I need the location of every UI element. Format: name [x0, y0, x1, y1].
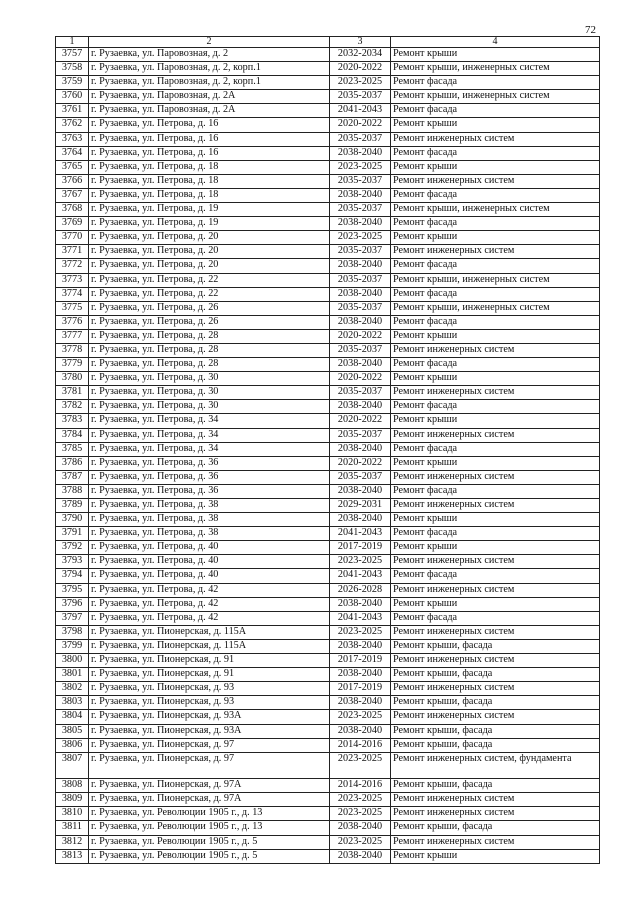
row-number: 3807 — [56, 752, 89, 779]
period-cell: 2023-2025 — [330, 752, 391, 779]
period-cell: 2038-2040 — [330, 484, 391, 498]
work-type-cell: Ремонт крыши, фасада — [391, 668, 600, 682]
address-cell: г. Рузаевка, ул. Петрова, д. 28 — [89, 358, 330, 372]
address-cell: г. Рузаевка, ул. Петрова, д. 28 — [89, 343, 330, 357]
period-cell: 2038-2040 — [330, 849, 391, 863]
table-row — [56, 428, 600, 442]
row-number: 3785 — [56, 442, 89, 456]
work-type-cell: Ремонт фасада — [391, 611, 600, 625]
work-type-cell: Ремонт фасада — [391, 217, 600, 231]
period-cell: 2029-2031 — [330, 499, 391, 513]
table-row — [56, 738, 600, 752]
period-cell: 2023-2025 — [330, 807, 391, 821]
period-cell: 2041-2043 — [330, 104, 391, 118]
period-cell: 2038-2040 — [330, 639, 391, 653]
table-row — [56, 807, 600, 821]
table-row — [56, 555, 600, 569]
address-cell: г. Рузаевка, ул. Петрова, д. 19 — [89, 217, 330, 231]
table-row — [56, 513, 600, 527]
row-number: 3765 — [56, 160, 89, 174]
period-cell: 2035-2037 — [330, 428, 391, 442]
work-type-cell: Ремонт инженерных систем — [391, 499, 600, 513]
work-type-cell: Ремонт крыши, инженерных систем — [391, 273, 600, 287]
period-cell: 2023-2025 — [330, 793, 391, 807]
table-row — [56, 597, 600, 611]
address-cell: г. Рузаевка, ул. Петрова, д. 38 — [89, 527, 330, 541]
work-type-cell: Ремонт инженерных систем — [391, 174, 600, 188]
work-type-cell: Ремонт фасада — [391, 358, 600, 372]
address-cell: г. Рузаевка, ул. Петрова, д. 34 — [89, 428, 330, 442]
address-cell: г. Рузаевка, ул. Петрова, д. 38 — [89, 513, 330, 527]
row-number: 3789 — [56, 499, 89, 513]
table-row — [56, 118, 600, 132]
address-cell: г. Рузаевка, ул. Пионерская, д. 93А — [89, 724, 330, 738]
work-type-cell: Ремонт крыши — [391, 372, 600, 386]
address-cell: г. Рузаевка, ул. Паровозная, д. 2, корп.1 — [89, 76, 330, 90]
period-cell: 2035-2037 — [330, 90, 391, 104]
row-number: 3760 — [56, 90, 89, 104]
row-number: 3761 — [56, 104, 89, 118]
period-cell: 2038-2040 — [330, 188, 391, 202]
period-cell: 2023-2025 — [330, 76, 391, 90]
period-cell: 2023-2025 — [330, 160, 391, 174]
table-row — [56, 358, 600, 372]
work-type-cell: Ремонт фасада — [391, 315, 600, 329]
address-cell: г. Рузаевка, ул. Петрова, д. 42 — [89, 597, 330, 611]
row-number: 3790 — [56, 513, 89, 527]
row-number: 3809 — [56, 793, 89, 807]
row-number: 3779 — [56, 358, 89, 372]
row-number: 3778 — [56, 343, 89, 357]
period-cell: 2023-2025 — [330, 835, 391, 849]
period-cell: 2023-2025 — [330, 625, 391, 639]
table-row — [56, 821, 600, 835]
period-cell: 2035-2037 — [330, 343, 391, 357]
period-cell: 2038-2040 — [330, 259, 391, 273]
address-cell: г. Рузаевка, ул. Петрова, д. 38 — [89, 499, 330, 513]
work-type-cell: Ремонт крыши — [391, 541, 600, 555]
row-number: 3786 — [56, 456, 89, 470]
period-cell: 2035-2037 — [330, 174, 391, 188]
work-type-cell: Ремонт крыши — [391, 849, 600, 863]
table-row — [56, 273, 600, 287]
row-number: 3802 — [56, 682, 89, 696]
work-type-cell: Ремонт инженерных систем — [391, 654, 600, 668]
work-type-cell: Ремонт крыши — [391, 597, 600, 611]
work-type-cell: Ремонт инженерных систем — [391, 386, 600, 400]
address-cell: г. Рузаевка, ул. Петрова, д. 36 — [89, 456, 330, 470]
period-cell: 2038-2040 — [330, 315, 391, 329]
period-cell: 2035-2037 — [330, 386, 391, 400]
period-cell: 2014-2016 — [330, 738, 391, 752]
period-cell: 2041-2043 — [330, 611, 391, 625]
period-cell: 2035-2037 — [330, 245, 391, 259]
table-row — [56, 611, 600, 625]
work-type-cell: Ремонт фасада — [391, 527, 600, 541]
address-cell: г. Рузаевка, ул. Пионерская, д. 91 — [89, 654, 330, 668]
table-row — [56, 386, 600, 400]
table-row — [56, 484, 600, 498]
row-number: 3788 — [56, 484, 89, 498]
table-row — [56, 400, 600, 414]
row-number: 3757 — [56, 48, 89, 62]
row-number: 3793 — [56, 555, 89, 569]
period-cell: 2038-2040 — [330, 597, 391, 611]
address-cell: г. Рузаевка, ул. Пионерская, д. 93 — [89, 696, 330, 710]
table-row — [56, 527, 600, 541]
period-cell: 2038-2040 — [330, 668, 391, 682]
work-type-cell: Ремонт фасада — [391, 484, 600, 498]
work-type-cell: Ремонт инженерных систем — [391, 428, 600, 442]
period-cell: 2032-2034 — [330, 48, 391, 62]
work-type-cell: Ремонт крыши — [391, 329, 600, 343]
table-row — [56, 583, 600, 597]
work-type-cell: Ремонт крыши, инженерных систем — [391, 301, 600, 315]
period-cell: 2038-2040 — [330, 146, 391, 160]
table-row — [56, 793, 600, 807]
row-number: 3781 — [56, 386, 89, 400]
period-cell: 2020-2022 — [330, 329, 391, 343]
row-number: 3791 — [56, 527, 89, 541]
period-cell: 2020-2022 — [330, 414, 391, 428]
period-cell: 2017-2019 — [330, 654, 391, 668]
address-cell: г. Рузаевка, ул. Петрова, д. 20 — [89, 259, 330, 273]
table-row — [56, 315, 600, 329]
address-cell: г. Рузаевка, ул. Паровозная, д. 2, корп.1 — [89, 62, 330, 76]
table-row — [56, 499, 600, 513]
period-cell: 2035-2037 — [330, 132, 391, 146]
table-row — [56, 259, 600, 273]
period-cell: 2026-2028 — [330, 583, 391, 597]
row-number: 3766 — [56, 174, 89, 188]
work-type-cell: Ремонт инженерных систем — [391, 132, 600, 146]
row-number: 3803 — [56, 696, 89, 710]
address-cell: г. Рузаевка, ул. Революции 1905 г., д. 5 — [89, 835, 330, 849]
period-cell: 2020-2022 — [330, 62, 391, 76]
work-type-cell: Ремонт фасада — [391, 76, 600, 90]
address-cell: г. Рузаевка, ул. Петрова, д. 30 — [89, 400, 330, 414]
work-type-cell: Ремонт крыши, фасада — [391, 696, 600, 710]
address-cell: г. Рузаевка, ул. Паровозная, д. 2А — [89, 90, 330, 104]
table-row — [56, 668, 600, 682]
table-row — [56, 752, 600, 779]
period-cell: 2038-2040 — [330, 696, 391, 710]
row-number: 3797 — [56, 611, 89, 625]
period-cell: 2038-2040 — [330, 724, 391, 738]
row-number: 3805 — [56, 724, 89, 738]
work-type-cell: Ремонт инженерных систем — [391, 343, 600, 357]
table-row — [56, 724, 600, 738]
work-type-cell: Ремонт фасада — [391, 146, 600, 160]
page-number: 72 — [585, 24, 596, 36]
work-type-cell: Ремонт инженерных систем — [391, 470, 600, 484]
table-row — [56, 710, 600, 724]
column-header-number: 1 — [56, 37, 89, 48]
address-cell: г. Рузаевка, ул. Петрова, д. 40 — [89, 541, 330, 555]
row-number: 3783 — [56, 414, 89, 428]
address-cell: г. Рузаевка, ул. Петрова, д. 34 — [89, 442, 330, 456]
period-cell: 2023-2025 — [330, 710, 391, 724]
table-row — [56, 625, 600, 639]
work-type-cell: Ремонт крыши, фасада — [391, 821, 600, 835]
table-row — [56, 76, 600, 90]
table-header-row — [56, 37, 600, 48]
work-type-cell: Ремонт инженерных систем — [391, 625, 600, 639]
address-cell: г. Рузаевка, ул. Петрова, д. 36 — [89, 470, 330, 484]
table-body — [56, 48, 600, 864]
work-type-cell: Ремонт фасада — [391, 287, 600, 301]
work-type-cell: Ремонт крыши, фасада — [391, 724, 600, 738]
period-cell: 2038-2040 — [330, 400, 391, 414]
address-cell: г. Рузаевка, ул. Петрова, д. 20 — [89, 245, 330, 259]
row-number: 3806 — [56, 738, 89, 752]
work-type-cell: Ремонт крыши — [391, 48, 600, 62]
work-type-cell: Ремонт инженерных систем — [391, 710, 600, 724]
address-cell: г. Рузаевка, ул. Петрова, д. 30 — [89, 372, 330, 386]
row-number: 3775 — [56, 301, 89, 315]
work-type-cell: Ремонт крыши, фасада — [391, 779, 600, 793]
row-number: 3810 — [56, 807, 89, 821]
table-row — [56, 62, 600, 76]
period-cell: 2038-2040 — [330, 217, 391, 231]
row-number: 3762 — [56, 118, 89, 132]
row-number: 3782 — [56, 400, 89, 414]
period-cell: 2035-2037 — [330, 301, 391, 315]
table-row — [56, 779, 600, 793]
table-row — [56, 414, 600, 428]
address-cell: г. Рузаевка, ул. Петрова, д. 42 — [89, 583, 330, 597]
register-table — [55, 36, 600, 864]
work-type-cell: Ремонт фасада — [391, 569, 600, 583]
column-header-address: 2 — [89, 37, 330, 48]
work-type-cell: Ремонт крыши — [391, 414, 600, 428]
work-type-cell: Ремонт инженерных систем, фундамента — [391, 752, 600, 779]
table-row — [56, 654, 600, 668]
work-type-cell: Ремонт фасада — [391, 442, 600, 456]
row-number: 3787 — [56, 470, 89, 484]
period-cell: 2014-2016 — [330, 779, 391, 793]
address-cell: г. Рузаевка, ул. Пионерская, д. 97 — [89, 738, 330, 752]
work-type-cell: Ремонт крыши — [391, 513, 600, 527]
period-cell: 2038-2040 — [330, 821, 391, 835]
table-row — [56, 48, 600, 62]
period-cell: 2017-2019 — [330, 541, 391, 555]
address-cell: г. Рузаевка, ул. Пионерская, д. 115А — [89, 639, 330, 653]
table-row — [56, 456, 600, 470]
address-cell: г. Рузаевка, ул. Петрова, д. 22 — [89, 273, 330, 287]
column-header-work: 4 — [391, 37, 600, 48]
row-number: 3768 — [56, 203, 89, 217]
address-cell: г. Рузаевка, ул. Петрова, д. 36 — [89, 484, 330, 498]
period-cell: 2020-2022 — [330, 118, 391, 132]
work-type-cell: Ремонт крыши, инженерных систем — [391, 62, 600, 76]
period-cell: 2038-2040 — [330, 358, 391, 372]
period-cell: 2038-2040 — [330, 513, 391, 527]
address-cell: г. Рузаевка, ул. Петрова, д. 18 — [89, 188, 330, 202]
address-cell: г. Рузаевка, ул. Пионерская, д. 97 — [89, 752, 330, 779]
period-cell: 2041-2043 — [330, 569, 391, 583]
row-number: 3773 — [56, 273, 89, 287]
address-cell: г. Рузаевка, ул. Пионерская, д. 97А — [89, 793, 330, 807]
row-number: 3784 — [56, 428, 89, 442]
work-type-cell: Ремонт инженерных систем — [391, 682, 600, 696]
address-cell: г. Рузаевка, ул. Пионерская, д. 97А — [89, 779, 330, 793]
work-type-cell: Ремонт инженерных систем — [391, 807, 600, 821]
row-number: 3811 — [56, 821, 89, 835]
table-row — [56, 90, 600, 104]
work-type-cell: Ремонт инженерных систем — [391, 835, 600, 849]
address-cell: г. Рузаевка, ул. Пионерская, д. 91 — [89, 668, 330, 682]
work-type-cell: Ремонт крыши — [391, 231, 600, 245]
row-number: 3780 — [56, 372, 89, 386]
address-cell: г. Рузаевка, ул. Петрова, д. 30 — [89, 386, 330, 400]
table-row — [56, 203, 600, 217]
row-number: 3764 — [56, 146, 89, 160]
table-row — [56, 231, 600, 245]
row-number: 3769 — [56, 217, 89, 231]
table-row — [56, 104, 600, 118]
address-cell: г. Рузаевка, ул. Петрова, д. 16 — [89, 118, 330, 132]
table-row — [56, 569, 600, 583]
work-type-cell: Ремонт инженерных систем — [391, 245, 600, 259]
table-row — [56, 470, 600, 484]
table-row — [56, 146, 600, 160]
work-type-cell: Ремонт фасада — [391, 104, 600, 118]
address-cell: г. Рузаевка, ул. Пионерская, д. 93А — [89, 710, 330, 724]
address-cell: г. Рузаевка, ул. Петрова, д. 42 — [89, 611, 330, 625]
table-row — [56, 217, 600, 231]
period-cell: 2017-2019 — [330, 682, 391, 696]
period-cell: 2041-2043 — [330, 527, 391, 541]
table-row — [56, 849, 600, 863]
table-row — [56, 682, 600, 696]
table-row — [56, 639, 600, 653]
table-row — [56, 329, 600, 343]
address-cell: г. Рузаевка, ул. Петрова, д. 22 — [89, 287, 330, 301]
address-cell: г. Рузаевка, ул. Паровозная, д. 2А — [89, 104, 330, 118]
period-cell: 2023-2025 — [330, 555, 391, 569]
table-row — [56, 372, 600, 386]
address-cell: г. Рузаевка, ул. Петрова, д. 19 — [89, 203, 330, 217]
work-type-cell: Ремонт крыши — [391, 118, 600, 132]
table-row — [56, 343, 600, 357]
row-number: 3759 — [56, 76, 89, 90]
address-cell: г. Рузаевка, ул. Пионерская, д. 115А — [89, 625, 330, 639]
work-type-cell: Ремонт инженерных систем — [391, 583, 600, 597]
row-number: 3799 — [56, 639, 89, 653]
work-type-cell: Ремонт крыши, фасада — [391, 639, 600, 653]
address-cell: г. Рузаевка, ул. Революции 1905 г., д. 13 — [89, 807, 330, 821]
table-row — [56, 696, 600, 710]
work-type-cell: Ремонт крыши, инженерных систем — [391, 90, 600, 104]
row-number: 3777 — [56, 329, 89, 343]
table-row — [56, 287, 600, 301]
table-row — [56, 245, 600, 259]
row-number: 3804 — [56, 710, 89, 724]
row-number: 3774 — [56, 287, 89, 301]
period-cell: 2035-2037 — [330, 203, 391, 217]
row-number: 3813 — [56, 849, 89, 863]
table-row — [56, 442, 600, 456]
address-cell: г. Рузаевка, ул. Петрова, д. 26 — [89, 301, 330, 315]
row-number: 3758 — [56, 62, 89, 76]
period-cell: 2020-2022 — [330, 372, 391, 386]
row-number: 3792 — [56, 541, 89, 555]
period-cell: 2023-2025 — [330, 231, 391, 245]
work-type-cell: Ремонт крыши, фасада — [391, 738, 600, 752]
period-cell: 2020-2022 — [330, 456, 391, 470]
address-cell: г. Рузаевка, ул. Революции 1905 г., д. 5 — [89, 849, 330, 863]
period-cell: 2038-2040 — [330, 287, 391, 301]
row-number: 3771 — [56, 245, 89, 259]
address-cell: г. Рузаевка, ул. Паровозная, д. 2 — [89, 48, 330, 62]
address-cell: г. Рузаевка, ул. Пионерская, д. 93 — [89, 682, 330, 696]
row-number: 3795 — [56, 583, 89, 597]
address-cell: г. Рузаевка, ул. Петрова, д. 18 — [89, 160, 330, 174]
row-number: 3812 — [56, 835, 89, 849]
work-type-cell: Ремонт крыши — [391, 160, 600, 174]
row-number: 3772 — [56, 259, 89, 273]
row-number: 3798 — [56, 625, 89, 639]
address-cell: г. Рузаевка, ул. Петрова, д. 40 — [89, 569, 330, 583]
row-number: 3801 — [56, 668, 89, 682]
row-number: 3800 — [56, 654, 89, 668]
work-type-cell: Ремонт инженерных систем — [391, 793, 600, 807]
table-row — [56, 174, 600, 188]
table-row — [56, 541, 600, 555]
table-row — [56, 188, 600, 202]
work-type-cell: Ремонт крыши — [391, 456, 600, 470]
table-row — [56, 835, 600, 849]
period-cell: 2038-2040 — [330, 442, 391, 456]
address-cell: г. Рузаевка, ул. Петрова, д. 40 — [89, 555, 330, 569]
address-cell: г. Рузаевка, ул. Петрова, д. 28 — [89, 329, 330, 343]
work-type-cell: Ремонт крыши, инженерных систем — [391, 203, 600, 217]
work-type-cell: Ремонт фасада — [391, 259, 600, 273]
row-number: 3770 — [56, 231, 89, 245]
period-cell: 2035-2037 — [330, 470, 391, 484]
row-number: 3763 — [56, 132, 89, 146]
address-cell: г. Рузаевка, ул. Петрова, д. 16 — [89, 146, 330, 160]
table-row — [56, 301, 600, 315]
work-type-cell: Ремонт фасада — [391, 400, 600, 414]
row-number: 3808 — [56, 779, 89, 793]
work-type-cell: Ремонт фасада — [391, 188, 600, 202]
row-number: 3796 — [56, 597, 89, 611]
address-cell: г. Рузаевка, ул. Петрова, д. 18 — [89, 174, 330, 188]
address-cell: г. Рузаевка, ул. Петрова, д. 26 — [89, 315, 330, 329]
row-number: 3767 — [56, 188, 89, 202]
table-row — [56, 132, 600, 146]
address-cell: г. Рузаевка, ул. Петрова, д. 16 — [89, 132, 330, 146]
row-number: 3776 — [56, 315, 89, 329]
work-type-cell: Ремонт инженерных систем — [391, 555, 600, 569]
period-cell: 2035-2037 — [330, 273, 391, 287]
address-cell: г. Рузаевка, ул. Петрова, д. 34 — [89, 414, 330, 428]
address-cell: г. Рузаевка, ул. Петрова, д. 20 — [89, 231, 330, 245]
table-row — [56, 160, 600, 174]
address-cell: г. Рузаевка, ул. Революции 1905 г., д. 13 — [89, 821, 330, 835]
column-header-period: 3 — [330, 37, 391, 48]
row-number: 3794 — [56, 569, 89, 583]
